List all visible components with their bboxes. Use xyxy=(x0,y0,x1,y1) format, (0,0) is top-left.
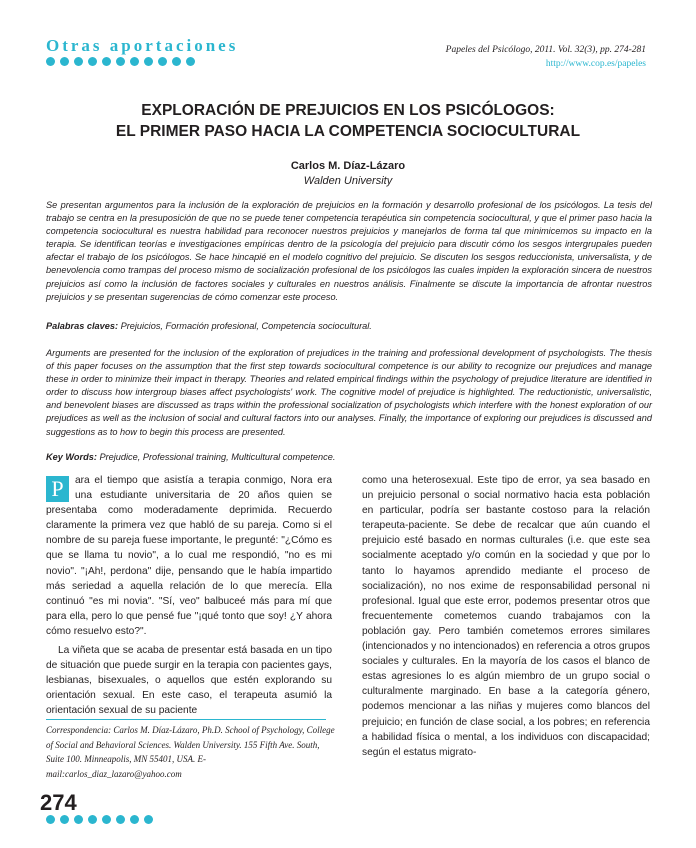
decor-dot xyxy=(88,815,97,824)
keywords-spanish xyxy=(46,320,652,333)
keywords-english-text: Prejudice, Professional training, Multicultural competence. xyxy=(99,452,336,462)
decor-dot xyxy=(46,57,55,66)
body-paragraph-1-text: ara el tiempo que asistía a terapia conmigo, Nora era una estudiante universitaria de 20 años quien se presentaba como moderadamente deprimida. Recuerdo claramente la primera vez que habló de su pareja. Como si el nombre de su pareja fuese importante, le pregunté: "¿Cómo es que se llama tu novio", a lo cual me respondió, "no es mi novio". "¡Ah!, perdona" dije, pensando que le había impartido más seriedad a aquella relación de lo que merecía. Ella continuó "es mi novia". "Sí, veo" balbuceé más para mí que para ella, pero lo que pensé fue "¡qué tonto que soy! ¿Y ahora cómo resuelvo esto?". xyxy=(46,475,332,637)
decor-dot xyxy=(60,57,69,66)
decor-dot xyxy=(144,57,153,66)
footer-dots xyxy=(46,815,153,824)
decor-dot xyxy=(158,57,167,66)
keywords-spanish-text: Prejuicios, Formación profesional, Competencia sociocultural. xyxy=(120,321,372,331)
title-line-2: EL PRIMER PASO HACIA LA COMPETENCIA SOCIOCULTURAL xyxy=(115,123,581,140)
decor-dot xyxy=(144,815,153,824)
decor-dot xyxy=(186,57,195,66)
page-number: 274 xyxy=(40,790,77,815)
correspondence-text: Carlos M. Díaz-Lázaro, Ph.D. School of Psychology, College of Social and Behavioral Sciences. Walden University. 155 Fifth Ave. South, Suite 100. Minneapolis, MN 55401, USA. E-mail:carlos_diaz_lazaro@yahoo.com xyxy=(46,725,335,779)
decor-dot xyxy=(102,815,111,824)
correspondence-label: Correspondencia: xyxy=(46,725,112,735)
body-column-left xyxy=(46,473,332,719)
abstract-english: Arguments are presented for the inclusion of the exploration of prejudices in the training and professional development of psychologists. The thesis of this paper focuses on the assumption that the first step towards sociocultural competence is our ability to recognize our prejudices and manage these in order to minimize their impact in therapy. Theories and related empirical findings within the psychology of prejudice literature are identified in order to discuss how intergroup biases affect psychologists' work. The cognitive model of prejudice is highlighted. The reductionistic, universalistic, and benevolent biases are discussed as traps within the professional socialization of psychologists which interfere with the honest exploration of our prejudices as well as the inclusion of social and cultural factors into our analyses. Finally, the importance of exploring our prejudices is discussed and suggestions as to how to begin this process are presented. xyxy=(46,348,652,437)
decor-dot xyxy=(60,815,69,824)
correspondence-note xyxy=(46,723,336,781)
body-paragraph-1 xyxy=(46,473,332,639)
author-name: Carlos M. Díaz-Lázaro xyxy=(290,160,406,172)
body-paragraph-2: La viñeta que se acaba de presentar está basada en un tipo de situación que puede surgir en la terapia con pacientes gays, lesbianas, bisexuales, o aquellos que estén explorando su orientación sexual. En este caso, el terapeuta asumió la orientación sexual de su paciente xyxy=(46,645,332,717)
decor-dot xyxy=(116,815,125,824)
decor-dot xyxy=(74,815,83,824)
decor-dot xyxy=(102,57,111,66)
decor-dot xyxy=(130,57,139,66)
decor-dot xyxy=(130,815,139,824)
decor-dot xyxy=(46,815,55,824)
journal-citation: Papeles del Psicólogo, 2011. Vol. 32(3), pp. 274-281 xyxy=(445,45,646,55)
decor-dot xyxy=(172,57,181,66)
author-affiliation: Walden University xyxy=(303,175,393,187)
article-title xyxy=(0,100,696,142)
body-column-right xyxy=(362,473,650,760)
section-label: Otras aportaciones xyxy=(46,36,239,55)
section-dots xyxy=(46,57,195,66)
decor-dot xyxy=(88,57,97,66)
decor-dot xyxy=(74,57,83,66)
abstract-spanish: Se presentan argumentos para la inclusión de la exploración de prejuicios en la formación y desarrollo profesional de los psicólogos. La tesis del trabajo se centra en la presuposición de que no se puede tener competencia terapéutica sin competencia sociocultural, y que el primer paso hacia la competencia sociocultural es nuestra habilidad para reconocer nuestros prejuicios y manejarlos de forma tal que minimicemos su impacto en la terapia. Se identifican teorías e investigaciones empíricas dentro de la psicología del prejuicio para discutir cómo los sesgos intergrupales pueden afectar el trabajo de los psicólogos. Se hace hincapié en el modelo cognitivo del prejuicio. Se discuten los sesgos reduccionista, universalista, y de benevolencia como trampas del proceso mismo de socialización profesional de los psicólogos las cuales impiden la exploración sincera de nuestros prejuicios así como la inclusión de factores sociales y culturales en nuestros análisis. Finalmente se discute la importancia de afrontar nuestros prejuicios y se presentan sugerencias de cómo comenzar este proceso. xyxy=(46,200,652,302)
keywords-english-label: Key Words: xyxy=(46,452,97,462)
title-line-1: EXPLORACIÓN DE PREJUICIOS EN LOS PSICÓLOGOS: xyxy=(141,102,555,119)
decor-dot xyxy=(116,57,125,66)
keywords-spanish-label: Palabras claves: xyxy=(46,321,119,331)
drop-cap: P xyxy=(46,476,69,502)
journal-url-link[interactable]: http://www.cop.es/papeles xyxy=(545,59,646,69)
keywords-english xyxy=(46,451,652,464)
body-paragraph-3: como una heterosexual. Este tipo de error, ya sea basado en un prejuicio personal o social normativo hacia esta población en particular, podría ser bastante costoso para la relación terapeuta-paciente. Se debe de recalcar que aún cuando el prejuicio esté basado en normas culturales (i.e. que este sea socialmente aceptado y/o común en la sociedad y que por lo tanto lo hayamos aprendido mediante el proceso de socialización), no nos exime de responsabilidad personal ni profesional. Igual que este error, podemos presentar otros que frecuentemente cometemos cuando trabajamos con la población gay. Pero también cometemos errores similares (intencionados y no intencionados) en referencia a otros grupos sociales y culturales. En la mayoría de los casos el blanco de estas agresiones lo es algún miembro de un grupo social o culturalmente marginado. En base a la categoría género, podemos mencionar a las niñas y mujeres como blancos del prejuicio; en función de clase social, a los pobres; en referencia a habilidad física o mental, a los individuos con discapacidad; según el estatus migrato- xyxy=(362,475,650,758)
journal-info xyxy=(446,43,646,71)
footnote-rule xyxy=(46,719,326,720)
